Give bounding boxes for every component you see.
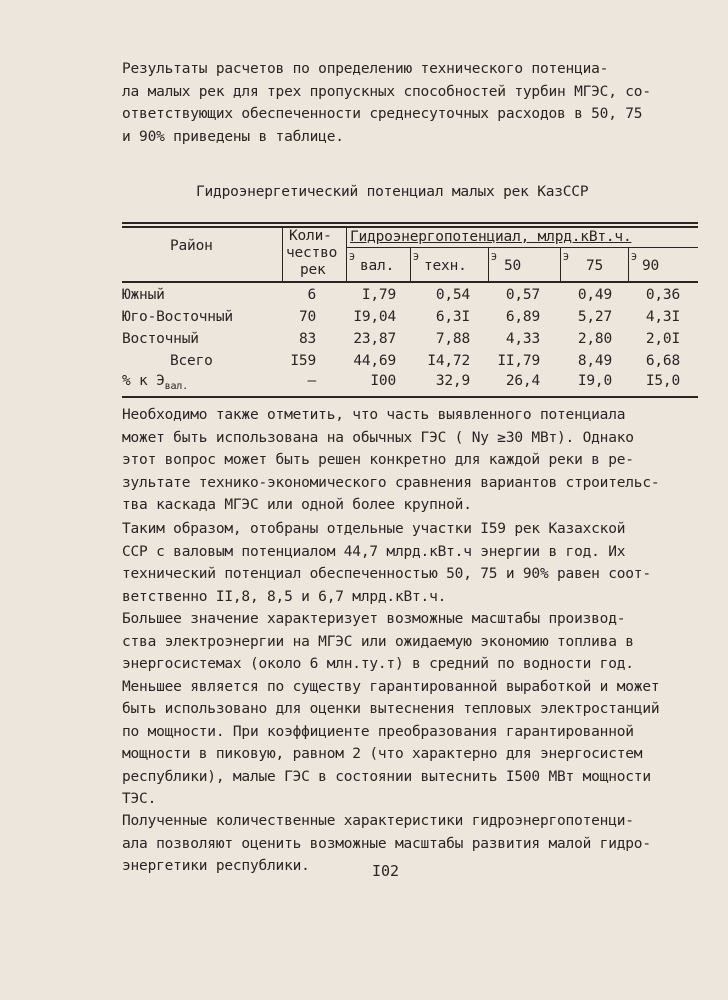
col-divider-6 [628,248,629,281]
header-count-line1: Коли- [289,228,332,244]
page-number: I02 [372,862,400,880]
header-count-line2: чество [286,245,338,261]
header-p90: 90 [642,258,660,274]
row-p90: 4,3I [645,309,680,325]
row-gross: I9,04 [353,309,396,325]
header-bottom-rule [122,281,698,283]
row-count: 83 [298,331,316,347]
paragraph-2: Таким образом, отобраны отдельные участки I59 рек Казахской ССР с валовым потенциалом 44,7 млрд.кВт.ч энергии в год. Их технический потенциал обеспеченностью 50, 75 и 90% равен соот- ветственно II,8, 8,5 и 6,7 млрд.кВт.ч. [122,521,651,605]
header-p90-symbol: Э [631,252,637,263]
header-p50-symbol: Э [491,252,497,263]
table-top-rule [122,222,698,224]
paragraph-1: Необходимо также отметить, что часть выявленного потенциала может быть использована на обычных ГЭС ( Nу ≥30 МВт). Однако этот вопрос может быть решен конкретно для каждой реки в ре- зультате технико-экономического сравнения вариантов строительс- тва каскада МГЭС или одной более крупной. [122,407,660,513]
header-gross-symbol: Э [349,252,355,263]
col-divider-2 [346,226,347,281]
header-p75: 75 [586,258,604,274]
row-region: Юго-Восточный [122,309,233,325]
header-count-line3: рек [300,262,326,278]
percent-label-subscript: вал. [164,380,188,392]
row-p50: 0,57 [505,287,540,303]
row-p90: 2,0I [645,331,680,347]
header-tech: техн. [424,258,467,274]
row-gross: I,79 [361,287,396,303]
row-region-total: Всего [170,353,213,369]
intro-paragraph: Результаты расчетов по определению технического потенциа- ла малых рек для трех пропускных способностей турбин МГЭС, со- ответствующих обеспеченности среднесуточных расходов в 50, 75 и 90% приведены в таблице. [122,61,651,145]
row-p90: 6,68 [645,353,680,369]
row-count: I59 [290,353,316,369]
row-p75: I9,0 [577,373,612,389]
row-p50: 6,89 [505,309,540,325]
row-tech: I4,72 [427,353,470,369]
row-tech: 32,9 [435,373,470,389]
row-p90: 0,36 [645,287,680,303]
row-gross: 44,69 [353,353,396,369]
header-gross: вал. [360,258,395,274]
row-p50: 4,33 [505,331,540,347]
percent-label: % к Э [122,373,165,389]
header-p75-symbol: Э [563,252,569,263]
table-caption: Гидроэнергетический потенциал малых рек КазССР [196,184,589,200]
subheader-rule [346,247,698,248]
col-divider-5 [560,248,561,281]
col-divider-4 [488,248,489,281]
row-count: 70 [298,309,316,325]
table-bottom-rule [122,396,698,398]
row-count: 6 [307,287,316,303]
row-gross: I00 [370,373,396,389]
header-region: Район [170,238,213,254]
row-p50: II,79 [497,353,540,369]
header-potential: Гидроэнергопотенциал, млрд.кВт.ч. [350,229,632,245]
row-p75: 8,49 [577,353,612,369]
table-top-rule-2 [122,226,698,228]
header-p50: 50 [504,258,522,274]
col-divider-1 [282,226,283,281]
row-region: Южный [122,287,165,303]
row-region-percent [122,373,188,392]
row-p75: 2,80 [577,331,612,347]
row-tech: 6,3I [435,309,470,325]
row-p90: I5,0 [645,373,680,389]
row-p75: 5,27 [577,309,612,325]
row-tech: 0,54 [435,287,470,303]
header-tech-symbol: Э [413,252,419,263]
row-region: Восточный [122,331,199,347]
paragraph-4: Полученные количественные характеристики гидроэнергопотенци- ала позволяют оценить возможные масштабы развития малой гидро- энергетики республики. [122,813,651,874]
row-tech: 7,88 [435,331,470,347]
row-count: – [307,373,316,389]
row-gross: 23,87 [353,331,396,347]
row-p50: 26,4 [505,373,540,389]
paragraph-3: Большее значение характеризует возможные масштабы производ- ства электроэнергии на МГЭС или ожидаемую экономию топлива в энергосистемах (около 6 млн.ту.т) в средний по водности год. Меньшее является по существу гарантированной выработкой и может быть использовано для оценки вытеснения тепловых электростанций по мощности. При коэффициенте преобразования гарантированной мощности в пиковую, равном 2 (что характерно для энергосистем республики), малые ГЭС в состоянии вытеснить I500 МВт мощности ТЭС. [122,611,660,807]
row-p75: 0,49 [577,287,612,303]
col-divider-3 [410,248,411,281]
